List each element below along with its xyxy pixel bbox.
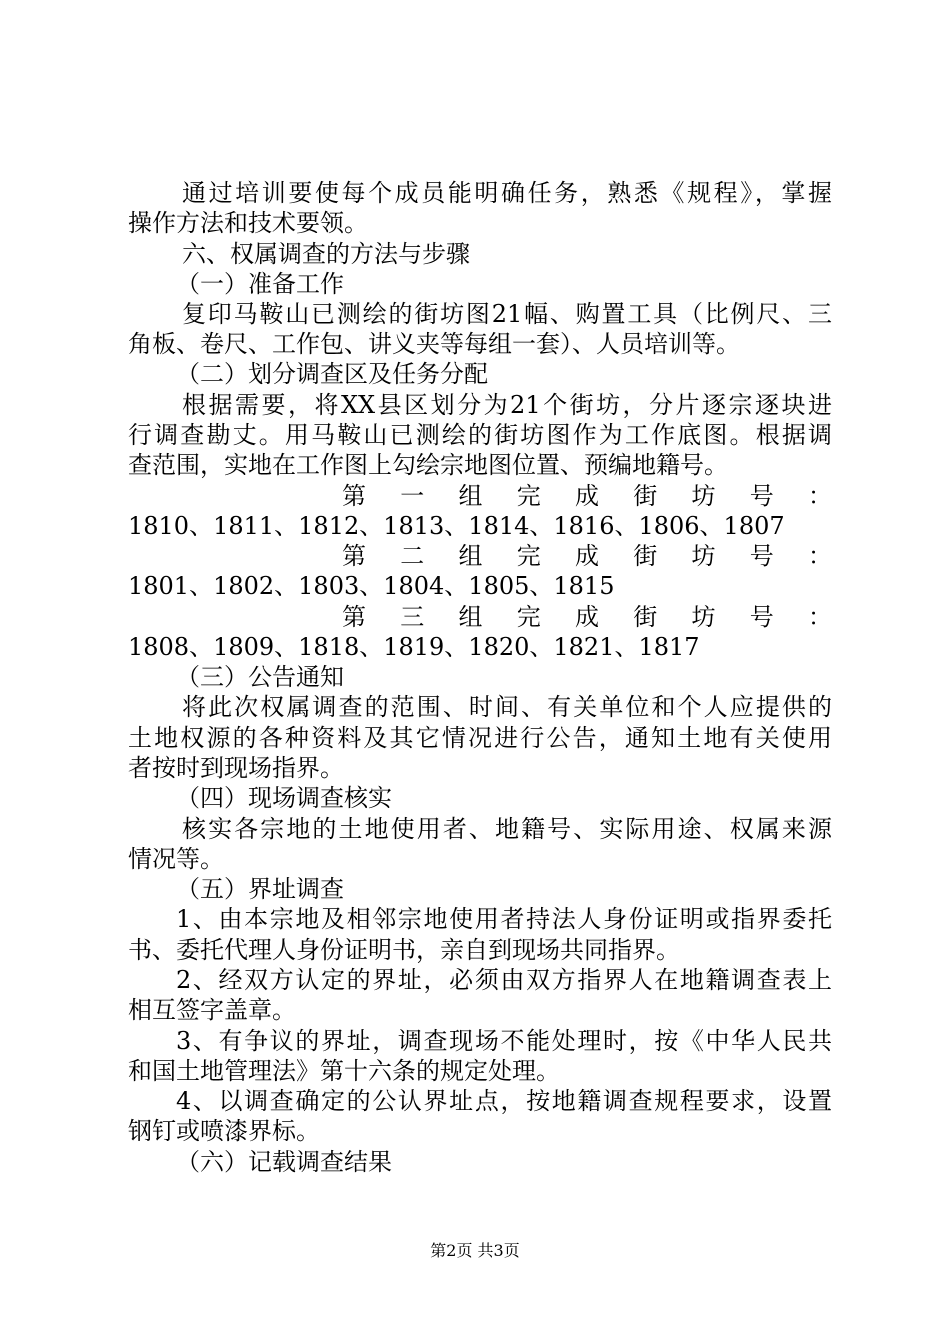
paragraph-line: 根据需要，将XX县区划分为21个街坊，分片逐宗逐块进: [182, 391, 832, 419]
subsection-heading: （四）现场调查核实: [176, 784, 392, 812]
subsection-heading: （三）公告通知: [176, 663, 344, 691]
paragraph-line: 和国土地管理法》第十六条的规定处理。: [128, 1057, 560, 1085]
subsection-heading: （一）准备工作: [176, 270, 344, 298]
paragraph-line: 相互签字盖章。: [128, 996, 296, 1024]
subsection-heading: （二）划分调查区及任务分配: [176, 360, 488, 388]
block-numbers-line: 1801、1802、1803、1804、1805、1815: [128, 572, 615, 600]
paragraph-line: 将此次权属调查的范围、时间、有关单位和个人应提供的: [182, 693, 832, 721]
paragraph-line: 4、以调查确定的公认界址点，按地籍调查规程要求，设置: [176, 1087, 832, 1115]
page-number-footer: 第2页 共3页: [430, 1241, 520, 1260]
paragraph-line: 行调查勘丈。用马鞍山已测绘的街坊图作为工作底图。根据调: [128, 421, 832, 449]
paragraph-line: 查范围，实地在工作图上勾绘宗地图位置、预编地籍号。: [128, 451, 728, 479]
paragraph-line: 3、有争议的界址，调查现场不能处理时，按《中华人民共: [176, 1027, 832, 1055]
subsection-heading: （六）记载调查结果: [176, 1148, 392, 1176]
paragraph-line: 通过培训要使每个成员能明确任务，熟悉《规程》，掌握: [182, 179, 832, 207]
group-line: 第 三 组 完 成 街 坊 号 ：: [342, 603, 832, 631]
paragraph-line: 情况等。: [128, 845, 224, 873]
paragraph-line: 者按时到现场指界。: [128, 754, 344, 782]
paragraph-line: 钢钉或喷漆界标。: [128, 1117, 320, 1145]
block-numbers-line: 1808、1809、1818、1819、1820、1821、1817: [128, 633, 700, 661]
paragraph-line: 复印马鞍山已测绘的街坊图21幅、购置工具（比例尺、三: [182, 300, 832, 328]
block-numbers-line: 1810、1811、1812、1813、1814、1816、1806、1807: [128, 512, 785, 540]
group-line: 第 二 组 完 成 街 坊 号 ：: [342, 542, 832, 570]
section-heading: 六、权属调查的方法与步骤: [182, 240, 470, 268]
subsection-heading: （五）界址调查: [176, 875, 344, 903]
paragraph-line: 角板、卷尺、工作包、讲义夹等每组一套）、人员培训等。: [128, 330, 740, 358]
paragraph-line: 土地权源的各种资料及其它情况进行公告，通知土地有关使用: [128, 724, 832, 752]
paragraph-line: 书、委托代理人身份证明书，亲自到现场共同指界。: [128, 936, 680, 964]
group-line: 第 一 组 完 成 街 坊 号 ：: [342, 482, 832, 510]
paragraph-line: 1、由本宗地及相邻宗地使用者持法人身份证明或指界委托: [176, 905, 832, 933]
paragraph-line: 2、经双方认定的界址，必须由双方指界人在地籍调查表上: [176, 966, 832, 994]
paragraph-line: 核实各宗地的土地使用者、地籍号、实际用途、权属来源: [182, 815, 832, 843]
paragraph-line: 操作方法和技术要领。: [128, 209, 368, 237]
